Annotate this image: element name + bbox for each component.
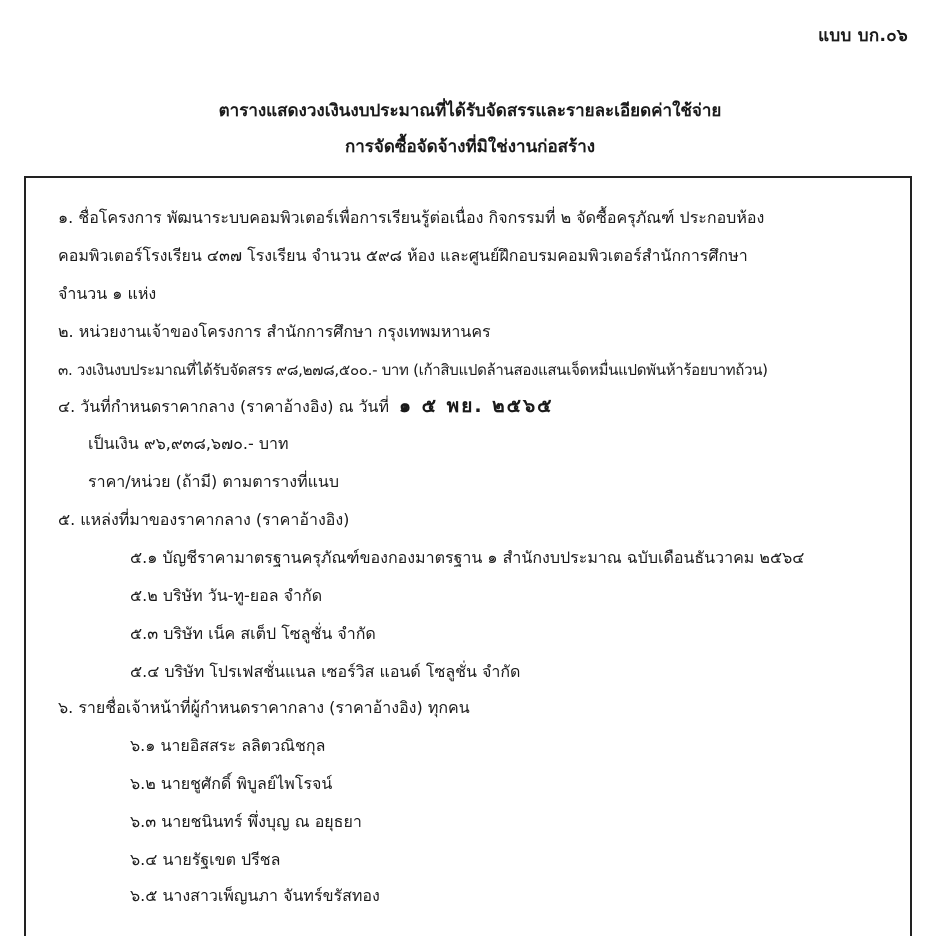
item-4-row bbox=[58, 396, 554, 417]
item-1-line-2: คอมพิวเตอร์โรงเรียน ๔๓๗ โรงเรียน จำนวน ๕๙๘ ห้อง และศูนย์ฝึกอบรมคอมพิวเตอร์สำนักการศึกษา bbox=[58, 246, 748, 265]
item-5-4: ๕.๔ บริษัท โปรเฟสชั่นแนล เซอร์วิส แอนด์ โซลูชั่น จำกัด bbox=[130, 662, 521, 681]
document-title-line-1: ตารางแสดงวงเงินงบประมาณที่ได้รับจัดสรรและรายละเอียดค่าใช้จ่าย bbox=[218, 101, 722, 121]
item-4-amount: เป็นเงิน ๙๖,๙๓๘,๖๗๐.- บาท bbox=[88, 434, 289, 453]
item-4-unit-price: ราคา/หน่วย (ถ้ามี) ตามตารางที่แนบ bbox=[88, 472, 340, 491]
document-title-line-2: การจัดซื้อจัดจ้างที่มิใช่งานก่อสร้าง bbox=[344, 137, 596, 157]
item-6: ๖. รายชื่อเจ้าหน้าที่ผู้กำหนดราคากลาง (ราคาอ้างอิง) ทุกคน bbox=[58, 698, 470, 717]
item-6-1: ๖.๑ นายอิสสระ ลลิตวณิชกุล bbox=[130, 736, 326, 755]
item-3: ๓. วงเงินงบประมาณที่ได้รับจัดสรร ๙๘,๒๗๘,๕๐๐.- บาท (เก้าสิบแปดล้านสองแสนเจ็ดหมื่นแปดพันห้าร้อยบาทถ้วน) bbox=[58, 361, 768, 379]
item-5-1: ๕.๑ บัญชีราคามาตรฐานครุภัณฑ์ของกองมาตรฐาน ๑ สำนักงบประมาณ ฉบับเดือนธันวาคม ๒๕๖๔ bbox=[130, 548, 805, 567]
item-6-4: ๖.๔ นายรัฐเขต ปรีชล bbox=[130, 850, 281, 869]
item-5-3: ๕.๓ บริษัท เน็ค สเต็ป โซลูชั่น จำกัด bbox=[130, 624, 376, 643]
item-1-line-3: จำนวน ๑ แห่ง bbox=[58, 284, 157, 303]
form-code: แบบ บก.๐๖ bbox=[818, 26, 908, 46]
item-5-2: ๕.๒ บริษัท วัน-ทู-ยอล จำกัด bbox=[130, 586, 323, 605]
item-2: ๒. หน่วยงานเจ้าของโครงการ สำนักการศึกษา กรุงเทพมหานคร bbox=[58, 322, 491, 341]
item-1-line-1: ๑. ชื่อโครงการ พัฒนาระบบคอมพิวเตอร์เพื่อการเรียนรู้ต่อเนื่อง กิจกรรมที่ ๒ จัดซื้อครุภัณฑ์ ประกอบห้อง bbox=[58, 208, 765, 227]
item-6-5: ๖.๕ นางสาวเพ็ญนภา จันทร์ขรัสทอง bbox=[130, 886, 380, 905]
item-6-3: ๖.๓ นายชนินทร์ พึ่งบุญ ณ อยุธยา bbox=[130, 812, 362, 831]
item-5: ๕. แหล่งที่มาของราคากลาง (ราคาอ้างอิง) bbox=[58, 510, 350, 529]
item-6-2: ๖.๒ นายชูศักดิ์ พิบูลย์ไพโรจน์ bbox=[130, 774, 333, 793]
item-4-label: ๔. วันที่กำหนดราคากลาง (ราคาอ้างอิง) ณ วันที่ bbox=[58, 397, 389, 416]
item-4-date-stamp: ๑ ๕ พย. ๒๕๖๕ bbox=[399, 395, 554, 417]
